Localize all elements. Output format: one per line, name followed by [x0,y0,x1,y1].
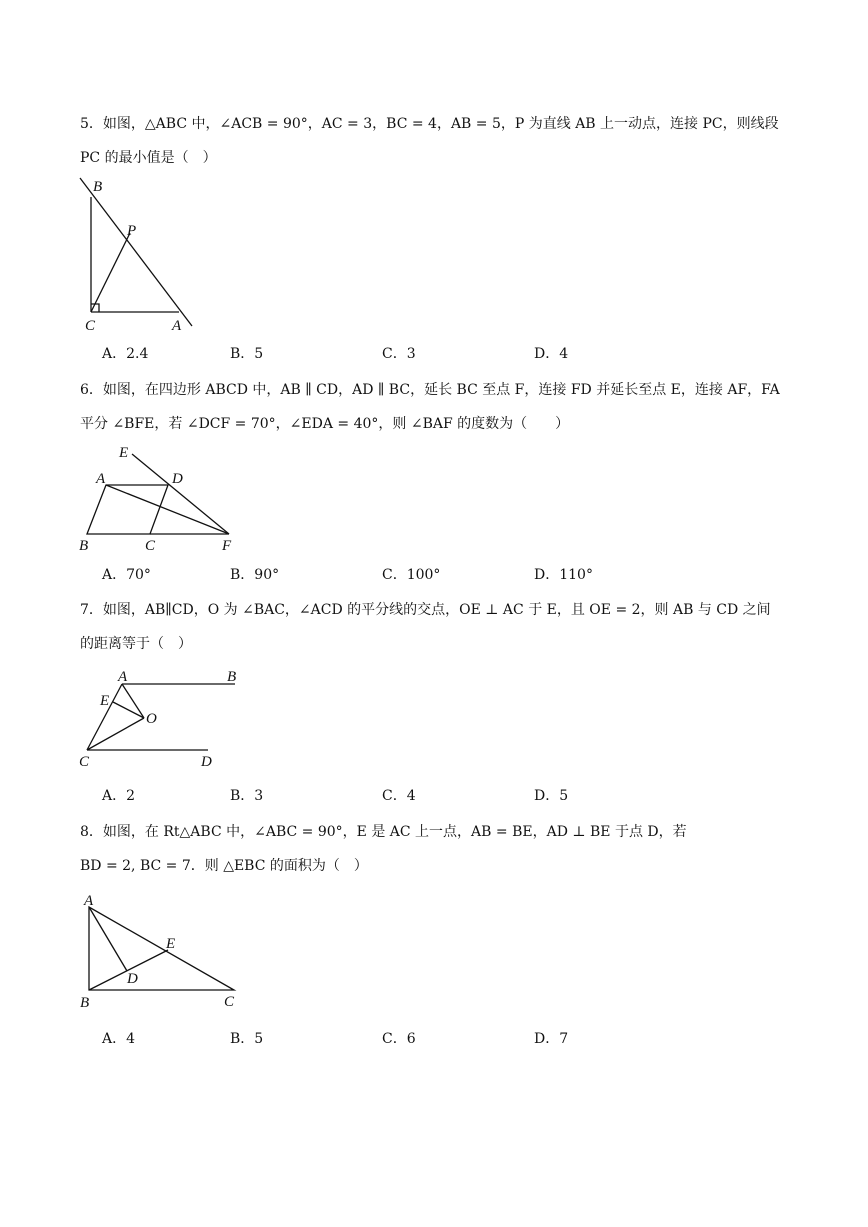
question-5-figure [70,170,210,335]
fig5-label-p: P [127,223,137,239]
fig7-label-c: C [79,754,90,770]
fig6-label-c: C [145,538,156,554]
fig6-parallelogram-abcd [87,485,168,534]
fig8-triangle-abc [89,907,234,990]
question-6-option-d[interactable]: D．110° [534,567,593,583]
question-8-line-1: 8．如图，在 Rt△ABC 中，∠ABC = 90°，E 是 AC 上一点，AB = BE，AD ⊥ BE 于点 D，若 [80,824,687,840]
question-7-line-1: 7．如图，AB∥CD，O 为 ∠BAC，∠ACD 的平分线的交点，OE ⊥ AC 于 E，且 OE = 2，则 AB 与 CD 之间 [80,602,771,618]
fig6-label-e: E [119,445,129,461]
fig6-segment-af [106,485,229,534]
question-8-figure [70,890,260,1015]
question-6-figure [70,440,270,560]
fig8-label-c: C [224,994,235,1010]
fig8-segment-ad [89,907,127,971]
question-6-option-b[interactable]: B．90° [230,567,280,583]
question-7-option-d[interactable]: D．5 [534,788,569,804]
fig7-label-o: O [146,711,157,727]
question-5-option-d[interactable]: D．4 [534,346,569,362]
question-5-option-c[interactable]: C．3 [382,346,416,362]
fig5-label-b: B [93,179,103,195]
fig8-label-d: D [127,971,138,987]
fig5-segment-pc [91,233,130,312]
question-6-option-c[interactable]: C．100° [382,567,441,583]
fig7-label-a: A [118,669,128,685]
question-6-line-1: 6．如图，在四边形 ABCD 中，AB ∥ CD，AD ∥ BC，延长 BC 至点 F，连接 FD 并延长至点 E，连接 AF，FA [80,382,780,398]
question-5-line-2: PC 的最小值是（ ） [80,150,217,166]
question-5-option-a[interactable]: A．2.4 [102,346,149,362]
fig5-label-c: C [85,318,96,334]
question-7-figure [70,664,260,774]
question-8-option-a[interactable]: A．4 [102,1031,136,1047]
question-7-option-a[interactable]: A．2 [102,788,136,804]
question-7-option-c[interactable]: C．4 [382,788,416,804]
question-8-option-d[interactable]: D．7 [534,1031,569,1047]
fig6-segment-fe [132,454,229,534]
fig5-label-a: A [172,318,182,334]
question-8-option-b[interactable]: B．5 [230,1031,264,1047]
fig6-label-f: F [222,538,232,554]
question-5-option-b[interactable]: B．5 [230,346,264,362]
fig7-label-d: D [201,754,212,770]
fig6-label-d: D [172,471,183,487]
fig6-label-a: A [96,471,106,487]
question-8-line-2: BD = 2, BC = 7．则 △EBC 的面积为（ ） [80,858,368,874]
question-7-option-b[interactable]: B．3 [230,788,264,804]
question-6-option-a[interactable]: A．70° [102,567,151,583]
question-5-line-1: 5．如图，△ABC 中，∠ACB = 90°，AC = 3，BC = 4，AB = 5，P 为直线 AB 上一动点，连接 PC，则线段 [80,116,779,132]
fig8-label-e: E [166,936,176,952]
question-6-line-2: 平分 ∠BFE，若 ∠DCF = 70°，∠EDA = 40°，则 ∠BAF 的度数为（ ） [80,416,570,432]
question-8-option-c[interactable]: C．6 [382,1031,416,1047]
fig7-label-e: E [100,693,110,709]
question-7-line-2: 的距离等于（ ） [80,636,192,652]
fig6-label-b: B [79,538,89,554]
fig8-label-b: B [80,995,90,1011]
fig7-label-b: B [227,669,237,685]
fig8-label-a: A [84,893,94,909]
